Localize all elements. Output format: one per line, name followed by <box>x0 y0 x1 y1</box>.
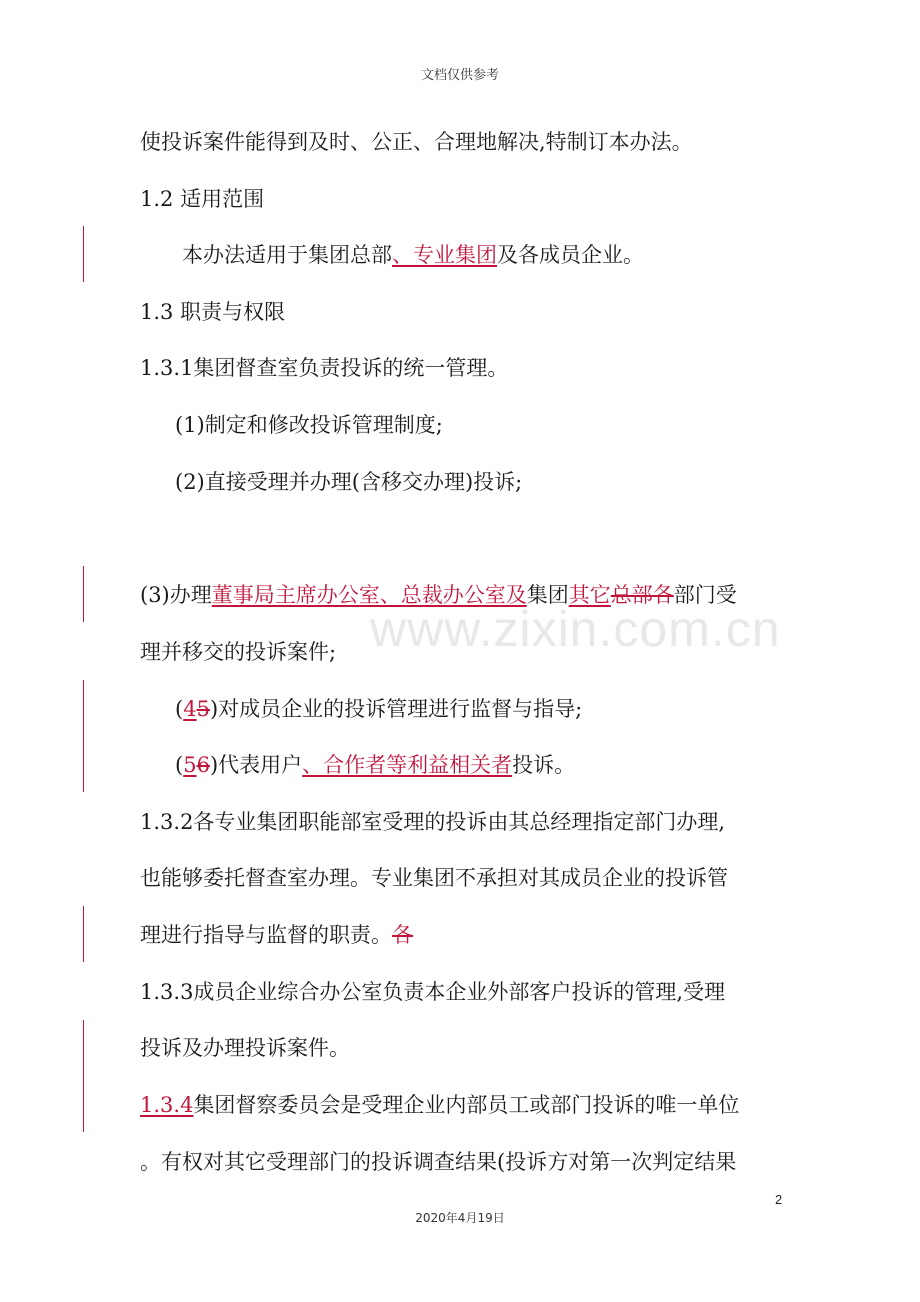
body-line: 1.3.2各专业集团职能部室受理的投诉由其总经理指定部门办理, <box>140 810 726 834</box>
text-run: 本办法适用于集团总部 <box>182 243 392 267</box>
inserted-text: 其它 <box>568 583 611 607</box>
text-run: )代表用户 <box>209 753 303 777</box>
body-line <box>140 922 413 948</box>
inserted-text: 、合作者等利益相关者 <box>302 753 513 777</box>
text-run: 集团 <box>526 583 569 607</box>
text-run: 理进行指导与监督的职责。 <box>140 923 392 947</box>
body-line: 。有权对其它受理部门的投诉调查结果(投诉方对第一次判定结果 <box>140 1150 737 1174</box>
list-item <box>140 582 737 608</box>
body-line: 1.3.1集团督查室负责投诉的统一管理。 <box>140 356 509 380</box>
watermark: www.zixin.com.cn <box>370 601 781 657</box>
list-item <box>175 696 582 722</box>
text-run: ( <box>175 753 184 777</box>
text-run: 部门受 <box>673 583 737 607</box>
text-run: 投诉。 <box>512 753 576 777</box>
change-bar <box>83 566 84 622</box>
list-item: (2)直接受理并办理(含移交办理)投诉; <box>175 470 523 494</box>
page-number: 2 <box>775 1192 783 1207</box>
inserted-text: 5 <box>183 753 197 777</box>
change-bar <box>83 680 84 792</box>
inserted-text: 、专业集团 <box>392 243 497 267</box>
change-bar <box>83 906 84 962</box>
deleted-text: 6 <box>196 753 210 777</box>
body-line: 使投诉案件能得到及时、公正、合理地解决,特制订本办法。 <box>140 130 693 154</box>
list-item <box>175 752 575 778</box>
change-bar <box>83 1020 84 1132</box>
section-heading: 1.2 适用范围 <box>140 187 265 211</box>
text-run: (3)办理 <box>140 583 212 607</box>
body-line: 也能够委托督查室办理。专业集团不承担对其成员企业的投诉管 <box>140 866 728 890</box>
body-line: 理并移交的投诉案件; <box>140 640 337 664</box>
body-line <box>140 1092 739 1118</box>
text-run: 集团督察委员会是受理企业内部员工或部门投诉的唯一单位 <box>193 1093 740 1117</box>
body-line: 1.3.3成员企业综合办公室负责本企业外部客户投诉的管理,受理 <box>140 980 726 1004</box>
body-line <box>182 242 644 268</box>
change-bar <box>83 226 84 282</box>
inserted-text: 4 <box>183 697 197 721</box>
inserted-text: 董事局主席办公室、总裁办公室及 <box>211 583 527 607</box>
inserted-text: 1.3.4 <box>140 1093 194 1117</box>
page-header: 文档仅供参考 <box>420 68 499 83</box>
page-footer-date: 2020年4月19日 <box>415 1211 505 1225</box>
list-item: (1)制定和修改投诉管理制度; <box>175 413 443 437</box>
section-heading: 1.3 职责与权限 <box>140 300 286 324</box>
text-run: )对成员企业的投诉管理进行监督与指导; <box>209 697 583 721</box>
deleted-text: 总部各 <box>610 583 674 607</box>
text-run: 及各成员企业。 <box>497 243 644 267</box>
deleted-text: 各 <box>392 923 413 947</box>
deleted-text: 5 <box>196 697 210 721</box>
body-line: 投诉及办理投诉案件。 <box>140 1036 350 1060</box>
text-run: ( <box>175 697 184 721</box>
